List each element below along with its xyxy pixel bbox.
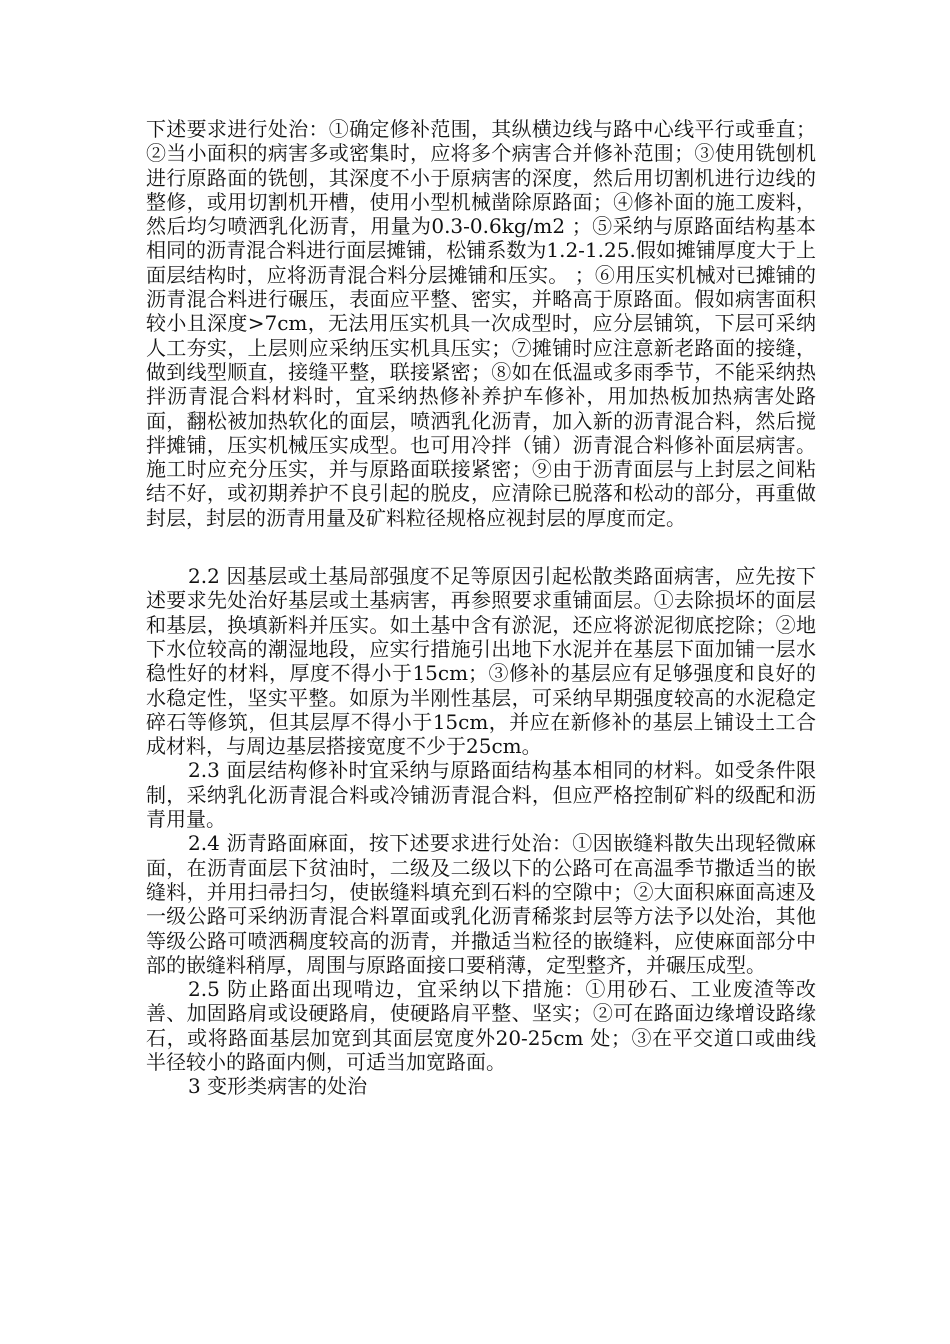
paragraph-section-2-2: 2.2 因基层或土基局部强度不足等原因引起松散类路面病害，应先按下述要求先处治好基层或土基病害，再参照要求重铺面层。①去除损坏的面层和基层，换填新料并压实。如土基中含有淤泥，还应将淤泥彻底挖除；②地下水位较高的潮湿地段，应实行措施引出地下水泥并在基层下面加铺一层水稳性好的材料，厚度不得小于15cm；③修补的基层应有足够强度和良好的水稳定性，坚实平整。如原为半刚性基层，可采纳早期强度较高的水泥稳定碎石等修筑，但其层厚不得小于15cm，并应在新修补的基层上铺设土工合成材料，与周边基层搭接宽度不少于25cm。 [146, 564, 816, 759]
paragraph-gap [146, 530, 816, 564]
paragraph-continued: 下述要求进行处治：①确定修补范围，其纵横边线与路中心线平行或垂直；②当小面积的病害多或密集时，应将多个病害合并修补范围；③使用铣刨机进行原路面的铣刨，其深度不小于原病害的深度，然后用切割机进行边线的整修，或用切割机开槽，使用小型机械凿除原路面；④修补面的施工废料，然后均匀喷洒乳化沥青，用量为0.3-0.6kg/m2 ；⑤采纳与原路面结构基本相同的沥青混合料进行面层摊铺，松铺系数为1.2-1.25.假如摊铺厚度大于上面层结构时，应将沥青混合料分层摊铺和压实。 ；⑥用压实机械对已摊铺的沥青混合料进行碾压，表面应平整、密实，并略高于原路面。假如病害面积较小且深度>7cm，无法用压实机具一次成型时，应分层铺筑，下层可采纳人工夯实，上层则应采纳压实机具压实；⑦摊铺时应注意新老路面的接缝，做到线型顺直，接缝平整，联接紧密；⑧如在低温或多雨季节，不能采纳热拌沥青混合料材料时，宜采纳热修补养护车修补，用加热板加热病害处路面，翻松被加热软化的面层，喷洒乳化沥青，加入新的沥青混合料，然后搅拌摊铺，压实机械压实成型。也可用冷拌（铺）沥青混合料修补面层病害。施工时应充分压实，并与原路面联接紧密；⑨由于沥青面层与上封层之间粘结不好，或初期养护不良引起的脱皮，应清除已脱落和松动的部分，再重做封层，封层的沥青用量及矿料粒径规格应视封层的厚度而定。 [146, 117, 816, 530]
paragraph-section-2-3: 2.3 面层结构修补时宜采纳与原路面结构基本相同的材料。如受条件限制，采纳乳化沥青混合料或冷铺沥青混合料，但应严格控制矿料的级配和沥青用量。 [146, 758, 816, 832]
paragraph-section-2-4: 2.4 沥青路面麻面，按下述要求进行处治：①因嵌缝料散失出现轻微麻面，在沥青面层下贫油时，二级及二级以下的公路可在高温季节撒适当的嵌缝料，并用扫帚扫匀，使嵌缝料填充到石料的空隙中；②大面积麻面高速及一级公路可采纳沥青混合料罩面或乳化沥青稀浆封层等方法予以处治，其他等级公路可喷洒稠度较高的沥青，并撒适当粒径的嵌缝料，应使麻面部分中部的嵌缝料稍厚，周围与原路面接口要稍薄，定型整齐，并碾压成型。 [146, 831, 816, 977]
document-body [146, 117, 816, 1099]
section-heading-3: 3 变形类病害的处治 [188, 1074, 368, 1099]
paragraph-section-2-5: 2.5 防止路面出现啃边，宜采纳以下措施：①用砂石、工业废渣等改善、加固路肩或设硬路肩，使硬路肩平整、坚实；②可在路面边缘增设路缘石，或将路面基层加宽到其面层宽度外20-25cm 处；③在平交道口或曲线半径较小的路面内侧，可适当加宽路面。 [146, 977, 816, 1074]
